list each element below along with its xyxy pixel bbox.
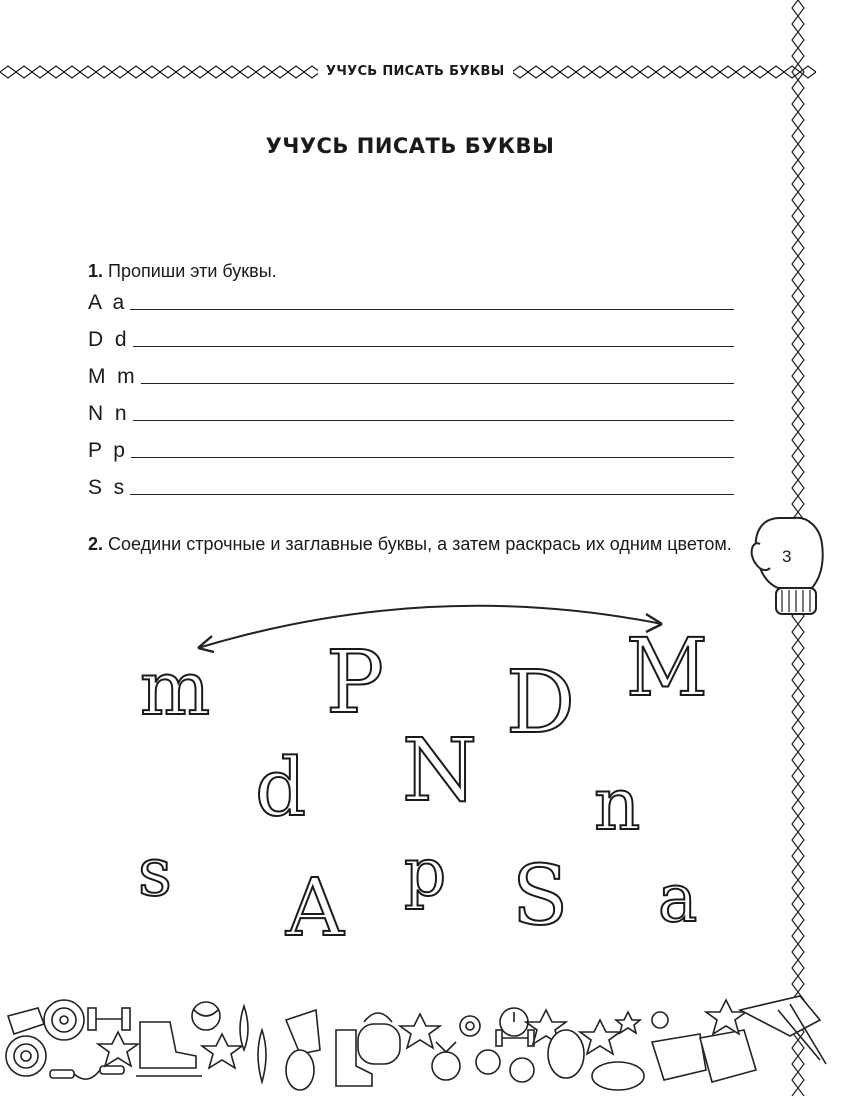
task-2-number: 2. bbox=[88, 534, 104, 554]
task-1-number: 1. bbox=[88, 261, 104, 281]
writing-row bbox=[88, 360, 734, 390]
writing-row bbox=[88, 286, 734, 316]
task-1-text: Пропиши эти буквы. bbox=[108, 261, 277, 281]
letter-p-lowercase[interactable]: p bbox=[404, 834, 447, 911]
letter-p-uppercase[interactable]: P bbox=[326, 633, 384, 733]
letter-d-uppercase[interactable]: D bbox=[506, 653, 575, 753]
writing-line[interactable] bbox=[130, 494, 734, 495]
writing-line[interactable] bbox=[131, 457, 734, 458]
letter-s-uppercase[interactable]: S bbox=[512, 849, 569, 944]
row-letters: S s bbox=[88, 476, 125, 499]
row-letters: M m bbox=[88, 365, 135, 388]
letter-a-uppercase[interactable]: A bbox=[286, 861, 344, 954]
letter-n-lowercase[interactable]: n bbox=[594, 762, 641, 846]
writing-line[interactable] bbox=[133, 346, 734, 347]
letter-s-lowercase[interactable]: s bbox=[138, 834, 172, 911]
sports-equipment-border bbox=[0, 990, 857, 1100]
task-2-instruction bbox=[88, 530, 748, 558]
writing-line[interactable] bbox=[130, 309, 734, 310]
writing-row bbox=[88, 471, 734, 501]
running-header: УЧУСЬ ПИСАТЬ БУКВЫ bbox=[318, 62, 513, 82]
task-1-instruction bbox=[88, 257, 277, 285]
task-2-text: Соедини строчные и заглавные буквы, а затем раскрась их одним цветом. bbox=[108, 534, 732, 554]
writing-row bbox=[88, 397, 734, 427]
letter-d-lowercase[interactable]: d bbox=[255, 741, 307, 834]
writing-line[interactable] bbox=[141, 383, 734, 384]
letter-m-lowercase[interactable]: m bbox=[140, 646, 211, 732]
row-letters: N n bbox=[88, 402, 127, 425]
letter-m-uppercase[interactable]: M bbox=[626, 621, 708, 714]
writing-row bbox=[88, 434, 734, 464]
row-letters: D d bbox=[88, 328, 127, 351]
double-arrow-icon bbox=[190, 598, 670, 658]
letter-a-lowercase[interactable]: a bbox=[658, 860, 698, 937]
row-letters: P p bbox=[88, 439, 125, 462]
page-number: 3 bbox=[782, 547, 792, 566]
writing-line[interactable] bbox=[133, 420, 734, 421]
writing-row bbox=[88, 323, 734, 353]
letter-n-uppercase[interactable]: N bbox=[402, 721, 478, 821]
row-letters: A a bbox=[88, 291, 125, 314]
page-title: УЧУСЬ ПИСАТЬ БУКВЫ bbox=[265, 134, 555, 158]
